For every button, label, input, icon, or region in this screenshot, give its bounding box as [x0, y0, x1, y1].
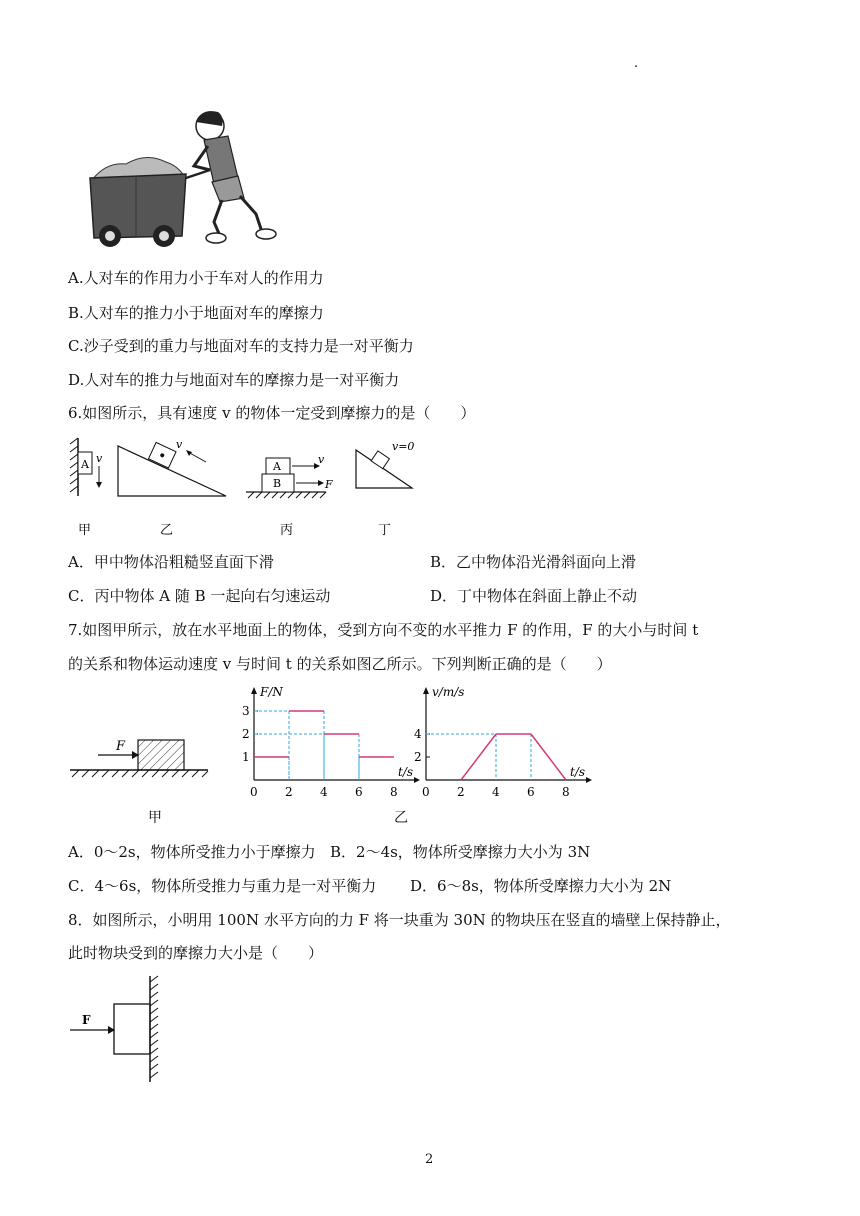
q7-option-a: A．0～2s，物体所受推力小于摩擦力: [68, 843, 316, 861]
q7-option-c: C．4～6s，物体所受推力与重力是一对平衡力: [68, 877, 377, 895]
boy-pushing-cart-figure: [86, 104, 286, 252]
q7-option-d: D．6～8s，物体所受摩擦力大小为 2N: [410, 877, 672, 895]
q7-caption-yi: 乙: [394, 810, 408, 826]
f-chart-x-tick-4: 8: [390, 785, 398, 799]
v-chart-x-tick-0: 0: [422, 785, 430, 799]
q7-figure-jia: [70, 730, 210, 826]
q7-jia-f-label: F: [116, 739, 126, 754]
q6-option-c: C．丙中物体 A 随 B 一起向右匀速运动: [68, 587, 331, 605]
q5-option-a: A.人对车的作用力小于车对人的作用力: [68, 269, 324, 287]
fig-caption-yi: 乙: [160, 523, 174, 538]
fig-caption-bing: 丙: [280, 523, 294, 538]
fig-yi-v-label: v: [176, 438, 183, 451]
v-chart-x-label: t/s: [570, 765, 586, 779]
q6-option-d: D．丁中物体在斜面上静止不动: [430, 587, 638, 605]
v-chart-segment-0: [461, 734, 496, 780]
fig-bing-v-label: v: [318, 453, 325, 466]
f-chart-x-tick-1: 2: [285, 785, 293, 799]
q6-option-b: B．乙中物体沿光滑斜面向上滑: [430, 553, 637, 571]
fig-bing-b-label: B: [273, 477, 282, 490]
f-chart-x-tick-2: 4: [320, 785, 328, 799]
fig-jia-block-label: A: [81, 458, 89, 471]
q6-stem: 6.如图所示，具有速度 v 的物体一定受到摩擦力的是（ ）: [68, 404, 476, 422]
q6-option-a: A．甲中物体沿粗糙竖直面下滑: [68, 553, 274, 571]
f-chart-y-tick-0: 1: [242, 750, 250, 764]
q8-stem-line2: 此时物块受到的摩擦力大小是（ ）: [68, 944, 324, 962]
f-chart-x-label: t/s: [398, 765, 414, 779]
f-chart-y-tick-1: 2: [242, 727, 250, 741]
fig-ding-v0-label: v=0: [392, 440, 415, 453]
f-chart-y-tick-2: 3: [242, 704, 250, 718]
v-chart-x-tick-3: 6: [527, 785, 535, 799]
q7-stem-line1: 7.如图甲所示，放在水平地面上的物体，受到方向不变的水平推力 F 的作用，F 的大小与时间 t: [68, 621, 699, 639]
q5-option-c: C.沙子受到的重力与地面对车的支持力是一对平衡力: [68, 337, 414, 355]
v-chart-segment-2: [531, 734, 566, 780]
fig-bing-a-label: A: [273, 460, 281, 473]
stray-dot: .: [634, 56, 639, 71]
f-chart-x-tick-3: 6: [355, 785, 363, 799]
fig-jia-v-label: v: [96, 452, 103, 465]
v-chart-x-tick-2: 4: [492, 785, 500, 799]
f-chart-y-arrow: [251, 687, 257, 694]
q5-option-b: B.人对车的推力小于地面对车的摩擦力: [68, 304, 324, 322]
fig-caption-ding: 丁: [378, 523, 392, 538]
v-chart-y-tick-0: 2: [414, 750, 422, 764]
v-chart-y-arrow: [423, 687, 429, 694]
f-chart-y-label: F/N: [260, 685, 283, 699]
fig-bing-f-label: F: [325, 478, 333, 491]
v-chart-x-arrow: [586, 777, 592, 783]
q8-stem-line1: 8．如图所示，小明用 100N 水平方向的力 F 将一块重为 30N 的物块压在竖直的墙壁上保持静止，: [68, 911, 731, 929]
q7-caption-jia: 甲: [148, 810, 162, 826]
f-chart-x-tick-0: 0: [250, 785, 258, 799]
v-chart-x-tick-4: 8: [562, 785, 570, 799]
v-chart-y-label: v/m/s: [432, 685, 465, 699]
q7-option-b: B．2～4s，物体所受摩擦力大小为 3N: [330, 843, 591, 861]
fig-caption-jia: 甲: [78, 523, 92, 538]
v-chart-y-tick-1: 4: [414, 727, 422, 741]
force-time-chart: [232, 684, 412, 808]
q7-stem-line2: 的关系和物体运动速度 v 与时间 t 的关系如图乙所示。下列判断正确的是（ ）: [68, 655, 612, 673]
v-chart-x-tick-1: 2: [457, 785, 465, 799]
q6-figures: [66, 436, 426, 540]
velocity-time-chart: [404, 684, 584, 808]
q8-figure: [66, 974, 176, 1086]
page-number: 2: [425, 1152, 434, 1167]
q8-f-label: F: [82, 1013, 91, 1027]
q5-option-d: D.人对车的推力与地面对车的摩擦力是一对平衡力: [68, 371, 400, 389]
